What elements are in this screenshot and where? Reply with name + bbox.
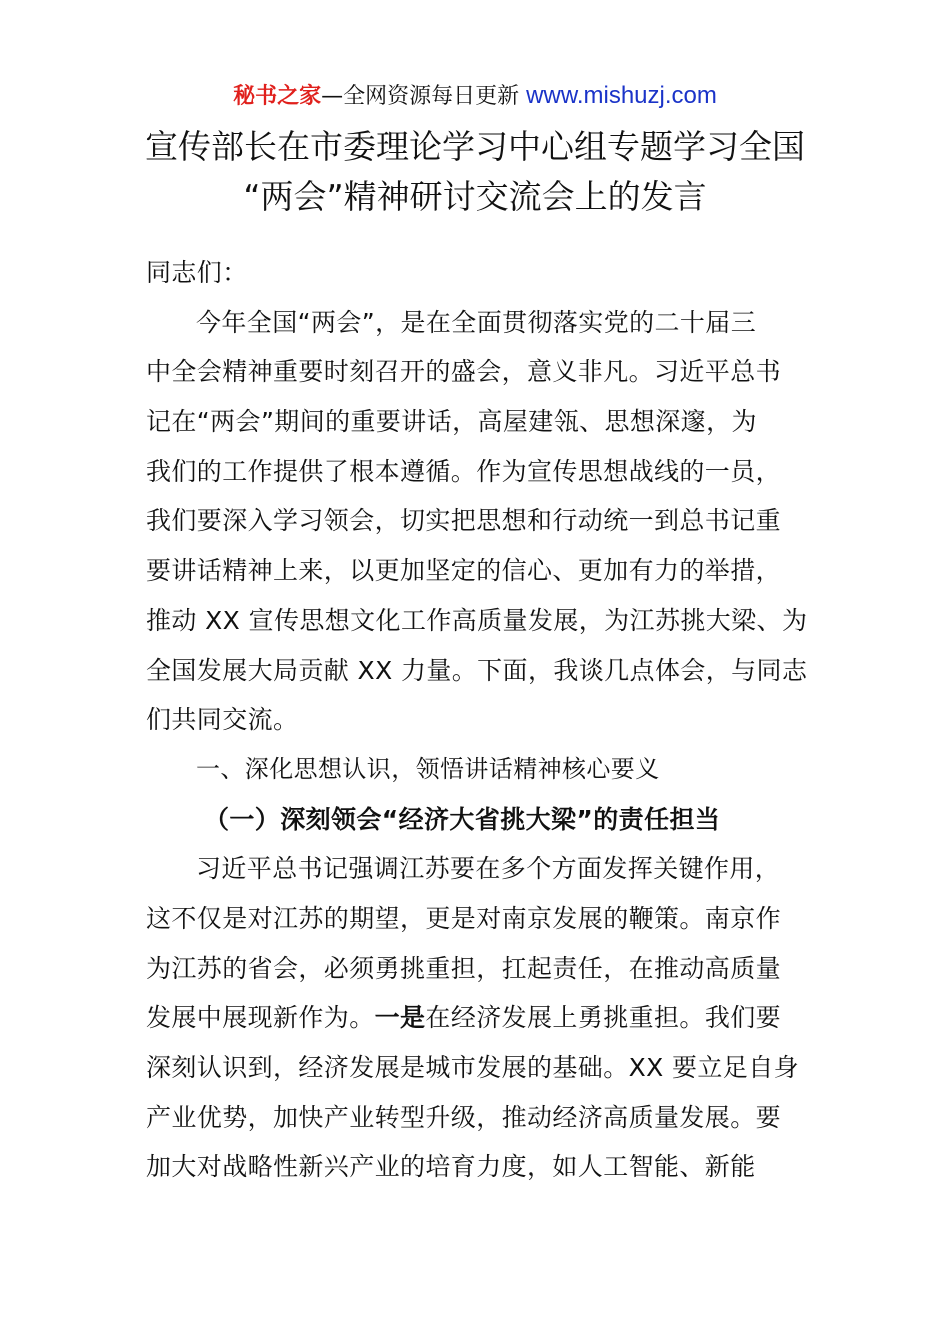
emphasis-text: 一是 bbox=[374, 1003, 426, 1033]
site-url-link[interactable]: www.mishuzj.com bbox=[526, 82, 717, 109]
paragraph-line: 全国发展大局贡献 XX 力量。下面，我谈几点体会，与同志 bbox=[146, 655, 808, 685]
section-heading-1: 一、深化思想认识，领悟讲话精神核心要义 bbox=[196, 754, 660, 783]
paragraph-line: 我们的工作提供了根本遵循。作为宣传思想战线的一员， bbox=[146, 456, 782, 486]
paragraph-line: 这不仅是对江苏的期望，更是对南京发展的鞭策。南京作 bbox=[146, 903, 782, 933]
document-title bbox=[60, 122, 890, 222]
paragraph-line: 们共同交流。 bbox=[146, 705, 299, 735]
subsection-heading: （一）深刻领会“经济大省挑大梁”的责任担当 bbox=[204, 804, 721, 834]
site-tagline: —全网资源每日更新 bbox=[321, 84, 527, 109]
paragraph-line bbox=[146, 993, 806, 1043]
paragraph-line: 产业优势，加快产业转型升级，推动经济高质量发展。要 bbox=[146, 1102, 782, 1132]
paragraph-line: 推动 XX 宣传思想文化工作高质量发展，为江苏挑大梁、为 bbox=[146, 605, 808, 635]
paragraph-line: 深刻认识到，经济发展是城市发展的基础。XX 要立足自身 bbox=[146, 1053, 800, 1082]
document-body bbox=[146, 248, 806, 1192]
text-run: 发展中展现新作为。 bbox=[146, 1003, 375, 1033]
text-run: 在经济发展上勇挑重担。我们要 bbox=[425, 1003, 782, 1033]
site-header bbox=[0, 80, 950, 113]
brand-name: 秘书之家 bbox=[233, 84, 322, 109]
paragraph-line: 今年全国“两会”，是在全面贯彻落实党的二十届三 bbox=[196, 307, 757, 337]
title-line-1: 宣传部长在市委理论学习中心组专题学习全国 bbox=[145, 127, 805, 166]
paragraph-line: 我们要深入学习领会，切实把思想和行动统一到总书记重 bbox=[146, 506, 782, 536]
paragraph-line: 习近平总书记强调江苏要在多个方面发挥关键作用， bbox=[196, 854, 781, 884]
title-line-2: “两会”精神研讨交流会上的发言 bbox=[243, 177, 707, 216]
paragraph-line: 记在“两会”期间的重要讲话，高屋建瓴、思想深邃，为 bbox=[146, 407, 757, 437]
paragraph-line: 为江苏的省会，必须勇挑重担，扛起责任，在推动高质量 bbox=[146, 953, 782, 983]
paragraph-line: 要讲话精神上来，以更加坚定的信心、更加有力的举措， bbox=[146, 556, 782, 586]
paragraph-line: 加大对战略性新兴产业的培育力度，如人工智能、新能 bbox=[146, 1152, 756, 1182]
paragraph-line: 中全会精神重要时刻召开的盛会，意义非凡。习近平总书 bbox=[146, 357, 782, 387]
salutation: 同志们： bbox=[146, 258, 248, 287]
